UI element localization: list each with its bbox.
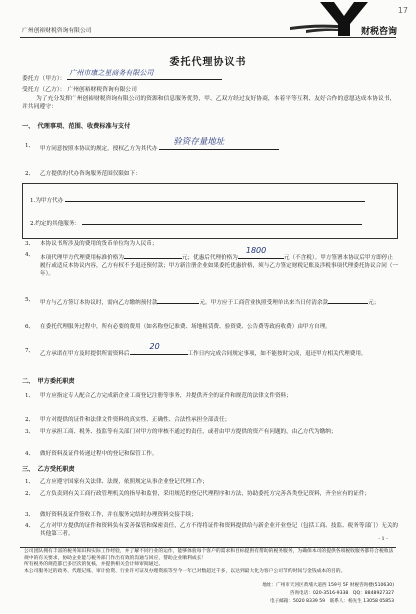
- s1-item-2: 2、 乙方提供的代办咨询服务范围仅限如下：: [25, 171, 141, 177]
- s1-item-5: 5、 甲方与乙方签订本协议时，需向乙方缴纳预付款 元。甲方应于工商营业执照受理单出来当日付清余款 元；: [25, 297, 380, 306]
- party-b-label: 受托方（乙方）：: [22, 87, 66, 93]
- s3-item-2: 2、 乙方负责到有关工商行政管理机关的指导和监督，采用规范的登记代理程序和方法，协助委托方完善各类登记资料，齐全应有的证件；: [25, 491, 371, 497]
- footer-note-1: 公司团队拥有丰富的税务知识和实际工作经验，并了解不同行业的运作，能够体验每个客户的需求和目标提供有帮助的税务服务，为确保本司的提供各项税收服务都符合税收法规中的有关要求，协助企业能与税务部门作出有效的沟通与回应，帮助企业顺利成长！: [24, 549, 394, 561]
- document-title: 委托代理协议书: [169, 57, 247, 68]
- s2-item-4: 4、 做好资料及证件传递过程中的登记和保管工作。: [25, 451, 158, 457]
- party-b-row: [22, 84, 137, 93]
- party-a-row: [22, 69, 222, 82]
- box-line-1: 1.为甲方代办: [30, 194, 365, 204]
- s1-item-1-field: [159, 137, 279, 150]
- s2-item-3: 3、 甲方承担工商、税务、技监等有关部门对甲方的审核不通过的责任，或者由甲方提供的资产有问题的，由乙方代为缴纳；: [25, 429, 337, 435]
- service-scope-box: [22, 183, 398, 239]
- section-2-title: 二、 甲方委托职责: [22, 378, 75, 385]
- s3-item-4: 4、 乙方对甲方提供的证件和资料负有妥善保管和保密责任，乙方不得将证件和资料提供给与新企业开业登记（包括工商、技监、税务等部门）无关的其他第三者。: [25, 523, 399, 538]
- section-3-title: 三、 乙方受托职责: [22, 466, 75, 473]
- s1-item-3: 3、 本协议书所涉及的费用的货币单位均为人民币；: [25, 241, 158, 247]
- s1-item-4-handwriting: 1800: [245, 246, 267, 255]
- footer-address: 地址：广州市天河区黄埔大道西 159号 5F 财税咨询楼(510630): [262, 583, 394, 588]
- s2-item-2: 2、 甲方对提供的证件和法律文件资料的真实性、正确性、合法性承担全部责任；: [25, 417, 231, 423]
- party-a-handwriting: 广州市康之星商务有限公司: [69, 69, 154, 77]
- s3-item-3: 3、 做好资料及证件签收工作，并在服务完结时办理资料交接手续；: [25, 512, 197, 518]
- footer-note-3: 本公司服务过的政务、代理记账、审计验资、行业许可证及办理资质等至今一年已对数超过千多，以达到最大化为客户公司节约时间与金钱成本的目的。: [24, 569, 346, 574]
- corner-page-mark: 17: [397, 6, 408, 15]
- footer-phone: 咨询电话：020-3516-9338 QQ：8848927327: [289, 591, 394, 596]
- s3-item-1: 1、 乙方应遵守国家有关法律、法规，依照规定从事企业登记代理工作；: [25, 479, 208, 485]
- s1-item-1: 1、 甲方同意按照本协议的规定，授权乙方为其代办 验资存量地址: [40, 142, 398, 153]
- party-b-value: 广州创裕财税咨询有限公司: [67, 87, 137, 93]
- s2-item-1: 1、 甲方应指定专人配合乙方完成新企业工商登记注册等事务，并提供齐全的证件和规范的法律文件资料；: [25, 393, 292, 399]
- party-a-label: 委托方（甲方）：: [22, 76, 66, 82]
- company-logo-icon: [290, 0, 402, 38]
- footer-rule: [20, 547, 396, 548]
- section-1-title: 一、 代理事项、范围、收费标准与支付: [22, 123, 131, 130]
- s1-item-4: 4、 本项代理甲方代理费用标准价格为 元；优惠后代理价格为 1800 元（不含税）。甲方签署本协议后甲方即停止履行或适反本协议内容，乙方有权不予退还预付款；甲方新注册企业如果委托优惠价格，须与乙方签定财税记账及涉税事项代理委托协议合同（一年）。: [25, 246, 399, 278]
- s1-item-6: 6、 在委托代理服务过程中，所有必要的费用（如名称登记准费、场地租赁费、验资费、公告费等政府收费）由甲方自理。: [25, 324, 331, 330]
- footer-contact: 电子邮箱：5020 8339 59 联系人：杨先生 13058 05853: [269, 599, 394, 604]
- s1-item-7-handwriting: 20: [149, 342, 160, 351]
- party-a-field: [67, 69, 222, 80]
- header-company: 广州创裕财税咨询有限公司: [22, 28, 92, 34]
- s1-item-7: 7、 乙方承诺在甲方及时提供所需资料后 20 工作日内完成合同规定事项，如不能按时完成，退还甲方相关代理费用。: [25, 342, 367, 357]
- logo-brand-text: 财税咨询: [361, 27, 398, 37]
- box-line-2: 2.约定的其他服务：: [30, 217, 362, 227]
- s1-item-1-handwriting: 验资存量地址: [173, 137, 225, 147]
- page-number: - 1 -: [378, 536, 388, 542]
- footer-note-2: 所有税务的规范都已多层次的复核，并提供相关会计师审阅通过。: [24, 562, 164, 567]
- intro-paragraph: 为了充分发挥广州创裕财税咨询有限公司的资源和信息服务优势，甲、乙双方经过友好协商，本着平等互利、友好合作的意愿达成本协议书，并共同遵守：: [22, 96, 396, 110]
